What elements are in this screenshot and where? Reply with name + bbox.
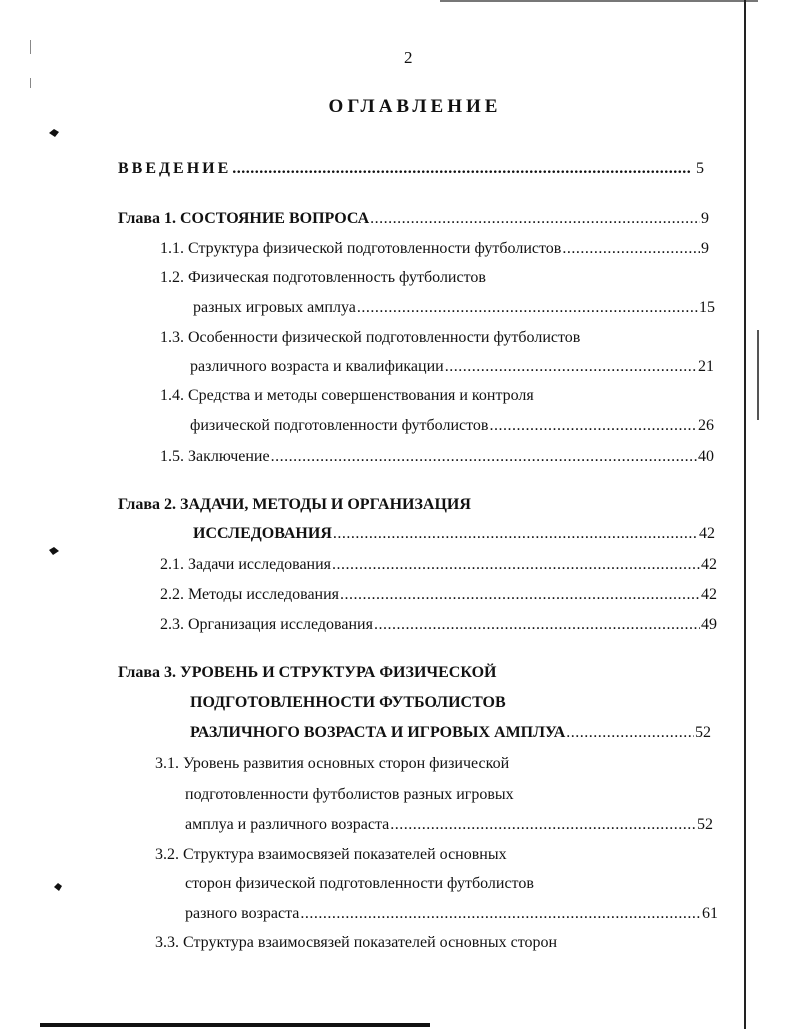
toc-entry-2-3[interactable] — [160, 616, 717, 634]
dot-leader — [332, 556, 700, 574]
toc-chapter-3[interactable] — [190, 724, 711, 742]
toc-entry-page: 21 — [698, 358, 714, 375]
toc-entry-label: 1.1. Структура физической подготовленности футболистов — [160, 240, 562, 257]
dot-leader — [562, 240, 700, 258]
toc-entry-1-1[interactable] — [160, 240, 709, 258]
toc-chapter-heading: Глава 1. СОСТОЯНИЕ ВОПРОСА — [118, 210, 370, 227]
toc-chapter-3-line2[interactable]: ПОДГОТОВЛЕННОСТИ ФУТБОЛИСТОВ — [190, 694, 506, 711]
scan-tick — [30, 40, 31, 54]
binding-hole-mark — [52, 882, 64, 892]
toc-entry-2-2[interactable] — [160, 586, 717, 604]
toc-entry-page: 49 — [701, 616, 717, 633]
toc-entry-3-1-line2[interactable]: подготовленности футболистов разных игровых — [185, 786, 514, 803]
dot-leader — [489, 417, 697, 435]
scan-tick — [30, 78, 31, 88]
toc-entry-label: 2.3. Организация исследования — [160, 616, 373, 633]
dot-leader — [340, 586, 700, 604]
dot-leader — [370, 210, 700, 228]
toc-chapter-heading: РАЗЛИЧНОГО ВОЗРАСТА И ИГРОВЫХ АМПЛУА — [190, 724, 566, 741]
toc-entry-page: 9 — [701, 240, 709, 257]
toc-chapter-page: 42 — [699, 525, 715, 542]
scan-edge-right — [744, 0, 746, 1029]
toc-entry-page: 15 — [699, 299, 715, 316]
binding-hole-mark — [48, 128, 60, 138]
toc-chapter-2[interactable] — [193, 525, 715, 543]
toc-chapter-2-line1[interactable]: Глава 2. ЗАДАЧИ, МЕТОДЫ И ОРГАНИЗАЦИЯ — [118, 496, 471, 513]
toc-entry-3-2[interactable] — [185, 905, 718, 923]
toc-entry-label: физической подготовленности футболистов — [190, 417, 489, 434]
scan-edge-right-inner — [757, 330, 759, 420]
dot-leader — [232, 160, 691, 178]
toc-title: ОГЛАВЛЕНИЕ — [328, 96, 502, 117]
toc-entry-page: 61 — [702, 905, 718, 922]
toc-entry-1-3-line1[interactable]: 1.3. Особенности физической подготовленности футболистов — [160, 329, 581, 346]
dot-leader — [374, 616, 700, 634]
toc-entry-page: 52 — [697, 816, 713, 833]
toc-entry-3-3-line1[interactable]: 3.3. Структура взаимосвязей показателей основных сторон — [155, 934, 558, 951]
toc-entry-3-2-line2[interactable]: сторон физической подготовленности футболистов — [185, 875, 534, 892]
dot-leader — [445, 358, 697, 376]
dot-leader — [271, 448, 697, 466]
toc-entry-intro[interactable] — [118, 160, 704, 178]
toc-entry-1-3[interactable] — [190, 358, 714, 376]
toc-entry-label: разных игровых амплуа — [193, 299, 356, 316]
toc-entry-1-5[interactable] — [160, 448, 714, 466]
toc-entry-label: амплуа и различного возраста — [185, 816, 390, 833]
toc-entry-label: 1.5. Заключение — [160, 448, 270, 465]
toc-entry-label: различного возраста и квалификации — [190, 358, 444, 375]
binding-hole-mark — [48, 546, 60, 556]
toc-entry-label: разного возраста — [185, 905, 300, 922]
toc-chapter-3-line1[interactable]: Глава 3. УРОВЕНЬ И СТРУКТУРА ФИЗИЧЕСКОЙ — [118, 664, 497, 681]
toc-entry-1-2[interactable] — [193, 299, 715, 317]
toc-entry-label: 2.2. Методы исследования — [160, 586, 340, 603]
toc-entry-2-1[interactable] — [160, 556, 717, 574]
toc-entry-3-2-line1[interactable]: 3.2. Структура взаимосвязей показателей основных — [155, 846, 507, 863]
dot-leader — [300, 905, 701, 923]
toc-entry-3-1[interactable] — [185, 816, 713, 834]
dot-leader — [390, 816, 696, 834]
dot-leader — [566, 724, 694, 742]
toc-entry-page: 26 — [698, 417, 714, 434]
toc-chapter-page: 9 — [701, 210, 709, 227]
toc-entry-label: 2.1. Задачи исследования — [160, 556, 332, 573]
scan-edge-bottom — [40, 1023, 430, 1027]
toc-entry-1-4[interactable] — [190, 417, 714, 435]
scan-edge-top — [440, 0, 758, 2]
toc-entry-page: 42 — [701, 556, 717, 573]
toc-entry-label: ВВЕДЕНИЕ — [118, 160, 232, 177]
dot-leader — [357, 299, 698, 317]
toc-entry-page: 5 — [696, 160, 704, 177]
toc-entry-1-4-line1[interactable]: 1.4. Средства и методы совершенствования и контроля — [160, 387, 534, 404]
toc-entry-page: 42 — [701, 586, 717, 603]
toc-entry-1-2-line1[interactable]: 1.2. Физическая подготовленность футболистов — [160, 269, 486, 286]
page-number: 2 — [404, 48, 413, 67]
dot-leader — [333, 525, 698, 543]
toc-chapter-1[interactable] — [118, 210, 709, 228]
toc-entry-page: 40 — [698, 448, 714, 465]
toc-chapter-heading: ИССЛЕДОВАНИЯ — [193, 525, 332, 542]
toc-chapter-page: 52 — [695, 724, 711, 741]
toc-entry-3-1-line1[interactable]: 3.1. Уровень развития основных сторон физической — [155, 755, 510, 772]
